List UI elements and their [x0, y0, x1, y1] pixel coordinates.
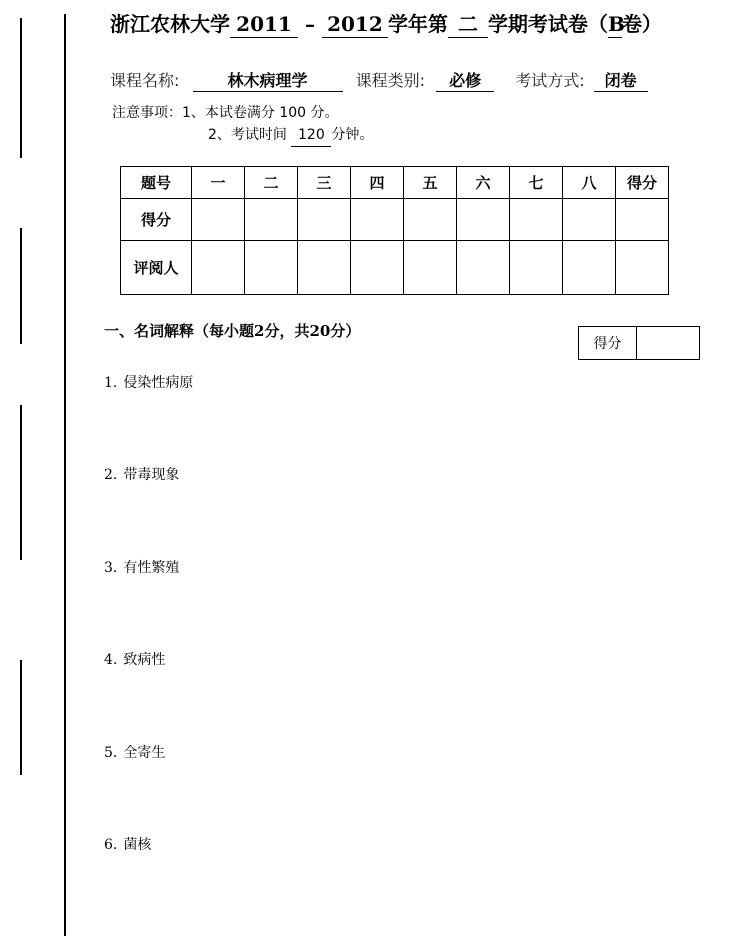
- score-table-header: 六: [457, 167, 510, 199]
- score-table-header-row: [121, 167, 669, 199]
- exam-title: [110, 8, 662, 38]
- section-1-title: 一、名词解释（每小题2分，共20分）: [104, 322, 361, 340]
- note-line-1: 1、本试卷满分 100 分。: [182, 105, 339, 121]
- reviewer-cell: [351, 241, 404, 295]
- question-item: [104, 649, 165, 669]
- year-end: 2012: [322, 11, 388, 38]
- question-text: 侵染性病原: [123, 375, 194, 391]
- question-text: 带毒现象: [123, 467, 180, 483]
- question-text: 有性繁殖: [123, 560, 180, 576]
- reviewer-cell: [192, 241, 245, 295]
- score-cell: [298, 199, 351, 241]
- question-text: 菌核: [123, 837, 152, 853]
- note-line-2-suffix: 分钟。: [331, 127, 374, 143]
- binding-line-segment-1: [20, 18, 22, 158]
- exam-method: 闭卷: [594, 68, 648, 92]
- binding-line-segment-4: [20, 660, 22, 775]
- paper-version: B: [607, 12, 625, 36]
- paper-suffix: 卷）: [621, 12, 662, 36]
- score-table-header: 题号: [121, 167, 192, 199]
- question-number: 5.: [104, 745, 118, 761]
- score-cell: [457, 199, 510, 241]
- score-table-header: 三: [298, 167, 351, 199]
- question-item: [104, 372, 193, 392]
- score-table-header: 五: [404, 167, 457, 199]
- score-table: [120, 166, 669, 295]
- question-number: 6.: [104, 837, 118, 853]
- score-cell: [510, 199, 563, 241]
- score-row-label: 得分: [121, 199, 192, 241]
- score-table-header: 一: [192, 167, 245, 199]
- reviewer-cell: [404, 241, 457, 295]
- exam-duration: 120: [291, 124, 331, 147]
- exam-method-label: 考试方式:: [515, 71, 585, 90]
- notes-label: 注意事项：: [112, 105, 182, 121]
- notes: [112, 102, 373, 147]
- question-number: 3.: [104, 560, 118, 576]
- question-item: [104, 834, 151, 854]
- score-cell: [192, 199, 245, 241]
- binding-line-segment-2: [20, 228, 22, 344]
- course-type-label: 课程类别:: [355, 71, 425, 90]
- question-text: 全寄生: [123, 745, 166, 761]
- course-name-label: 课程名称:: [110, 71, 180, 90]
- reviewer-cell: [616, 241, 669, 295]
- question-text: 致病性: [123, 652, 166, 668]
- score-row: [121, 199, 669, 241]
- question-number: 2.: [104, 467, 118, 483]
- reviewer-row-label: 评阅人: [121, 241, 192, 295]
- score-table-header: 八: [563, 167, 616, 199]
- score-table-header: 得分: [616, 167, 669, 199]
- margin-line: [64, 14, 66, 936]
- section-1-score-cell: [637, 327, 700, 360]
- course-info: [110, 68, 648, 92]
- reviewer-cell: [510, 241, 563, 295]
- score-cell: [404, 199, 457, 241]
- semester: 二: [448, 11, 488, 38]
- year-dash: –: [304, 12, 315, 36]
- section-1-score-box: [578, 326, 700, 360]
- question-item: [104, 557, 179, 577]
- question-item: [104, 464, 179, 484]
- score-table-header: 七: [510, 167, 563, 199]
- reviewer-cell: [298, 241, 351, 295]
- question-number: 1.: [104, 375, 118, 391]
- reviewer-row: [121, 241, 669, 295]
- section-1-score-label: 得分: [579, 327, 637, 360]
- course-type: 必修: [436, 68, 494, 92]
- score-cell: [245, 199, 298, 241]
- question-number: 4.: [104, 652, 118, 668]
- reviewer-cell: [457, 241, 510, 295]
- reviewer-cell: [245, 241, 298, 295]
- score-table-header: 四: [351, 167, 404, 199]
- course-name: 林木病理学: [193, 68, 343, 92]
- reviewer-cell: [563, 241, 616, 295]
- score-cell: [616, 199, 669, 241]
- score-table-header: 二: [245, 167, 298, 199]
- note-line-2-prefix: 2、考试时间: [208, 127, 287, 143]
- year-start: 2011: [230, 11, 298, 38]
- score-cell: [351, 199, 404, 241]
- score-cell: [563, 199, 616, 241]
- question-item: [104, 742, 165, 762]
- semester-label: 学期考试卷（: [487, 12, 608, 36]
- year-label: 学年第: [387, 12, 448, 36]
- binding-line-segment-3: [20, 405, 22, 560]
- university-name: 浙江农林大学: [110, 12, 230, 36]
